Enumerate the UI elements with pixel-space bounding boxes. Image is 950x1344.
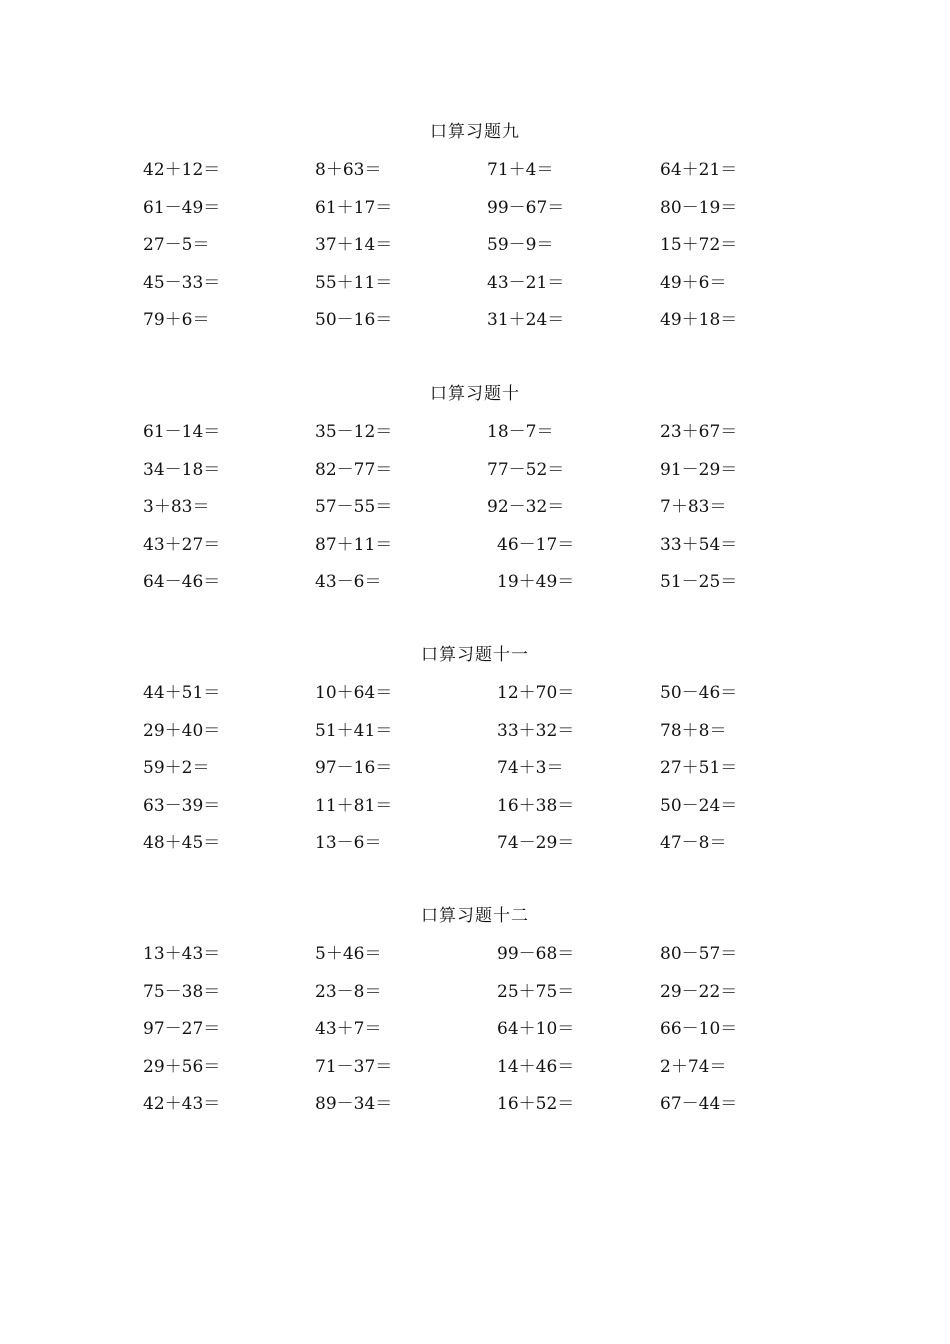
math-problem: 61－14＝ [143,422,221,442]
math-problem: 80－57＝ [660,944,738,964]
math-problem: 71－37＝ [315,1056,393,1077]
math-problem: 43＋7＝ [315,1019,382,1039]
math-problem: 3＋83＝ [143,497,210,517]
math-problem: 15＋72＝ [660,235,738,255]
math-problem: 59－9＝ [487,235,554,255]
math-problem: 29＋56＝ [143,1056,221,1077]
math-problem: 14＋46＝ [497,1056,575,1077]
math-problem: 64＋10＝ [497,1019,575,1039]
math-problem: 27＋51＝ [660,758,738,778]
math-problem: 34－18＝ [143,459,221,480]
math-problem: 33＋54＝ [660,534,738,555]
math-problem: 49＋18＝ [660,310,738,330]
math-problem: 74－29＝ [497,833,575,853]
math-problem: 71＋4＝ [487,160,554,180]
math-problem: 57－55＝ [315,497,393,517]
math-problem: 12＋70＝ [497,683,575,703]
math-problem: 79＋6＝ [143,310,210,330]
math-problem: 44＋51＝ [143,683,221,703]
math-problem: 61＋17＝ [315,197,393,218]
math-problem: 59＋2＝ [143,758,210,778]
math-problem: 11＋81＝ [315,795,393,816]
math-problem: 43－21＝ [487,272,565,293]
math-problem: 51－25＝ [660,572,738,592]
math-problem: 8＋63＝ [315,160,382,180]
math-problem: 80－19＝ [660,197,738,218]
math-problem: 97－16＝ [315,758,393,778]
math-problem: 45－33＝ [143,272,221,293]
math-problem: 82－77＝ [315,459,393,480]
math-problem: 43－6＝ [315,572,382,592]
math-problem: 27－5＝ [143,235,210,255]
math-problem: 2＋74＝ [660,1056,727,1077]
math-problem: 35－12＝ [315,422,393,442]
math-problem: 75－38＝ [143,981,221,1002]
math-problem: 37＋14＝ [315,235,393,255]
section-title: 口算习题十 [430,384,520,404]
math-problem: 16＋52＝ [497,1094,575,1114]
math-problem: 18－7＝ [487,422,554,442]
math-problem: 92－32＝ [487,497,565,517]
math-problem: 25＋75＝ [497,981,575,1002]
math-problem: 47－8＝ [660,833,727,853]
math-problem: 50－16＝ [315,310,393,330]
math-problem: 42＋12＝ [143,160,221,180]
math-problem: 48＋45＝ [143,833,221,853]
math-problem: 99－68＝ [497,944,575,964]
math-problem: 29＋40＝ [143,720,221,741]
math-problem: 13－6＝ [315,833,382,853]
math-problem: 78＋8＝ [660,720,727,741]
math-problem: 67－44＝ [660,1094,738,1114]
math-problem: 63－39＝ [143,795,221,816]
math-problem: 46－17＝ [497,534,575,555]
math-problem: 91－29＝ [660,459,738,480]
math-problem: 10＋64＝ [315,683,393,703]
math-problem: 64－46＝ [143,572,221,592]
math-problem: 89－34＝ [315,1094,393,1114]
math-problem: 87＋11＝ [315,534,393,555]
math-problem: 19＋49＝ [497,572,575,592]
section-title: 口算习题九 [430,122,520,142]
math-problem: 31＋24＝ [487,310,565,330]
math-problem: 7＋83＝ [660,497,727,517]
math-problem: 16＋38＝ [497,795,575,816]
math-problem: 49＋6＝ [660,272,727,293]
math-problem: 50－46＝ [660,683,738,703]
math-problem: 66－10＝ [660,1019,738,1039]
math-problem: 64＋21＝ [660,160,738,180]
math-problem: 50－24＝ [660,795,738,816]
math-problem: 29－22＝ [660,981,738,1002]
math-problem: 97－27＝ [143,1019,221,1039]
section-title: 口算习题十二 [421,906,529,926]
math-problem: 51＋41＝ [315,720,393,741]
math-problem: 99－67＝ [487,197,565,218]
section-title: 口算习题十一 [421,645,529,665]
math-problem: 33＋32＝ [497,720,575,741]
math-problem: 74＋3＝ [497,758,564,778]
math-problem: 61－49＝ [143,197,221,218]
math-problem: 5＋46＝ [315,944,382,964]
math-problem: 23－8＝ [315,981,382,1002]
math-problem: 13＋43＝ [143,944,221,964]
math-problem: 43＋27＝ [143,534,221,555]
math-problem: 23＋67＝ [660,422,738,442]
math-problem: 55＋11＝ [315,272,393,293]
math-problem: 42＋43＝ [143,1094,221,1114]
math-problem: 77－52＝ [487,459,565,480]
